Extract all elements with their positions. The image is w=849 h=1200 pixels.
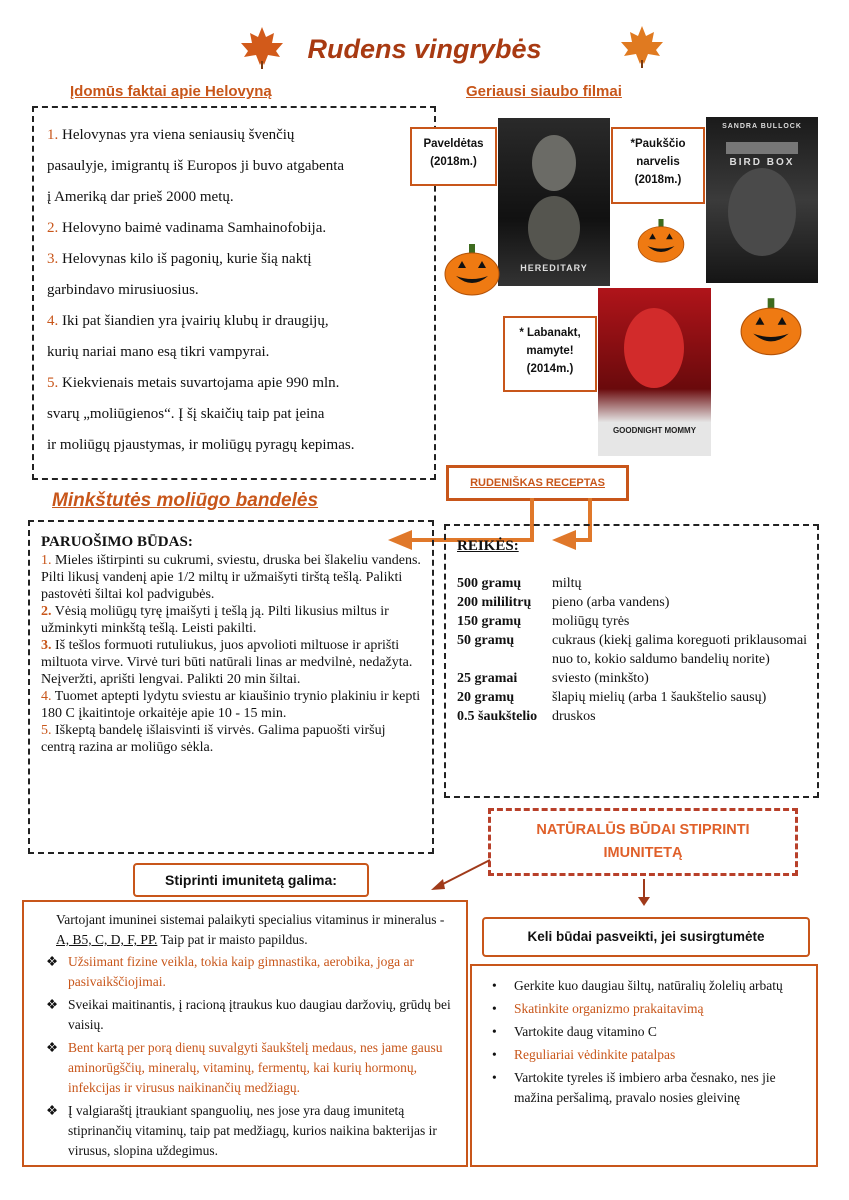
movie-title: Paveldėtas	[423, 138, 484, 150]
movie-title-line2: narvelis	[636, 156, 680, 168]
list-item	[46, 1101, 454, 1161]
ingredient-quantity: 25 gramai	[457, 671, 518, 686]
ingredient-quantity: 20 gramų	[457, 690, 515, 705]
list-item-text: Skatinkite organizmo prakaitavimą	[514, 1001, 704, 1016]
fact-line	[47, 430, 434, 461]
fact-number: 4.	[47, 313, 59, 329]
recipe-heading: Minkštutės moliūgo bandelės	[52, 490, 319, 511]
preparation-box	[28, 520, 434, 854]
ingredients-table	[457, 574, 817, 726]
fact-text: garbindavo mirusiuosius.	[47, 282, 199, 298]
step-text: Vėsią moliūgų tyrę įmaišyti į tešlą ją. Pilti likusius miltus ir užminkyti minkštą tešlą. Leisti pakilti.	[41, 604, 389, 636]
list-item-text: Reguliariai vėdinkite patalpas	[514, 1047, 676, 1062]
recipe-step	[41, 603, 422, 637]
list-item-text: Sveikai maitinantis, į racioną įtraukus kuo daugiau daržovių, grūdų bei vaisių.	[68, 997, 451, 1032]
list-item-text: Į valgiaraštį įtraukiant spanguolių, nes jose yra daug imunitetą stiprinančių vitaminų, taip pat medžiagų, kurios naikina bakterijas ir virusus, slopina uždegimus.	[68, 1103, 437, 1158]
pumpkin-icon	[637, 219, 685, 263]
step-text: Iš tešlos formuoti rutuliukus, juos apvolioti miltuose ir aprišti miltuota virve. Virvė turi būti natūrali linas ar medvilnė, nedažyta. Neįveržti, aprišti lengvai. Palikti 20 min šiltai.	[41, 638, 413, 687]
ingredient-row	[457, 688, 817, 707]
strengthen-intro	[46, 910, 454, 950]
poster-actor: SANDRA BULLOCK	[722, 123, 802, 130]
fact-text: Helovynas kilo iš pagonių, kurie šią naktį	[62, 251, 312, 267]
ingredient-quantity: 500 gramų	[457, 576, 522, 591]
arrow-down	[634, 877, 654, 907]
ingredient-row	[457, 707, 817, 726]
ingredient-item: pieno (arba vandens)	[552, 595, 670, 610]
ingredient-quantity: 0.5 šaukštelio	[457, 709, 538, 724]
bullet-icon: ❖	[46, 997, 59, 1012]
pumpkin-icon	[740, 298, 802, 356]
movie-title-line1: * Labanakt,	[519, 327, 581, 339]
fact-text: ir moliūgų pjaustymas, ir moliūgų pyragų kepimas.	[47, 437, 355, 453]
list-item	[492, 1068, 806, 1108]
ingredients-title: REIKĖS:	[457, 538, 519, 554]
facts-heading: Įdomūs faktai apie Helovyną	[70, 83, 272, 100]
ingredient-item: šlapių mielių (arba 1 šaukštelio sausų)	[552, 690, 767, 705]
list-item-text: Užsiimant fizine veikla, tokia kaip gimnastika, aerobika, joga ar pasivaikščiojimai.	[68, 954, 415, 989]
ingredient-item: miltų	[552, 576, 582, 591]
list-item	[46, 952, 454, 992]
recipe-step	[41, 722, 422, 756]
poster-title: BIRD BOX	[729, 157, 795, 168]
movie-year: (2018m.)	[634, 174, 682, 186]
bullet-icon: •	[492, 1070, 497, 1085]
step-number: 3.	[41, 638, 52, 653]
bullet-icon: •	[492, 1001, 497, 1016]
recipe-step	[41, 637, 422, 688]
bullet-icon: ❖	[46, 1040, 59, 1055]
list-item	[492, 999, 806, 1019]
fact-text: svarų „moliūgienos“. Į šį skaičių taip pat įeina	[47, 406, 325, 422]
list-item	[46, 1038, 454, 1098]
step-text: Tuomet aptepti lydytu sviestu ar kiaušinio trynio plakiniu ir kepti 180 C įkaitintoje orkaitėje apie 10 - 15 min.	[41, 689, 421, 721]
ingredient-row	[457, 669, 817, 688]
movie-title-line2: mamyte!	[526, 345, 574, 357]
ingredient-item: moliūgų tyrės	[552, 614, 630, 629]
fact-number: 1.	[47, 127, 59, 143]
strengthen-title: Stiprinti imunitetą galima:	[133, 863, 369, 897]
movie-label-goodnight-mommy	[503, 316, 597, 392]
intro-text-end: Taip pat ir maisto papildus.	[157, 932, 308, 947]
movie-label-bird-box	[611, 127, 705, 204]
ingredient-quantity: 50 gramų	[457, 633, 515, 648]
maple-leaf-icon	[618, 24, 666, 68]
strengthen-box	[22, 900, 468, 1167]
ingredient-item: druskos	[552, 709, 596, 724]
fact-line	[47, 306, 434, 337]
immunity-title: NATŪRALŪS BŪDAI STIPRINTI IMUNITETĄ	[536, 822, 750, 861]
bullet-icon: •	[492, 978, 497, 993]
intro-text: Vartojant imuninei sistemai palaikyti specialius vitaminus ir mineralus -	[56, 912, 445, 927]
immunity-title-box	[488, 808, 798, 876]
step-number: 4.	[41, 689, 52, 704]
facts-box	[32, 106, 436, 480]
bullet-icon: •	[492, 1024, 497, 1039]
fact-line	[47, 368, 434, 399]
preparation-title: PARUOŠIMO BŪDAS:	[41, 534, 193, 550]
list-item-text: Gerkite kuo daugiau šiltų, natūralių žolelių arbatų	[514, 978, 783, 993]
step-number: 1.	[41, 553, 52, 568]
ingredient-quantity: 150 gramų	[457, 614, 522, 629]
fact-line	[47, 120, 434, 151]
fact-line	[47, 337, 434, 368]
poster-title: GOODNIGHT MOMMY	[612, 426, 697, 435]
list-item	[492, 1045, 806, 1065]
arrow-left-down	[425, 855, 495, 895]
fact-number: 2.	[47, 220, 59, 236]
recipe-badge: RUDENIŠKAS RECEPTAS	[446, 465, 629, 501]
poster-face-image	[706, 117, 818, 283]
fact-text: Helovyno baimė vadinama Samhainofobija.	[62, 220, 327, 236]
list-item	[46, 995, 454, 1035]
step-number: 5.	[41, 723, 52, 738]
intro-vitamins: A, B5, C, D, F, PP.	[56, 932, 158, 947]
fact-text: Helovynas yra viena seniausių švenčių	[62, 127, 295, 143]
ingredients-box	[444, 524, 819, 798]
step-number: 2.	[41, 604, 52, 619]
fact-line	[47, 213, 434, 244]
ingredient-row	[457, 631, 817, 669]
poster-face-image	[498, 118, 610, 286]
recover-title: Keli būdai pasveikti, jei susirgtumėte	[482, 917, 810, 957]
fact-line	[47, 244, 434, 275]
fact-number: 5.	[47, 375, 59, 391]
recover-list	[492, 976, 806, 1108]
list-item-text: Vartokite daug vitamino C	[514, 1024, 657, 1039]
ingredient-row	[457, 574, 817, 593]
fact-text: pasaulyje, imigrantų iš Europos ji buvo atgabenta	[47, 158, 345, 174]
ingredient-item: sviesto (minkšto)	[552, 671, 649, 686]
pumpkin-icon	[444, 244, 500, 296]
fact-text: kurių nariai mano esą tikri vampyrai.	[47, 344, 270, 360]
fact-text: į Ameriką dar prieš 2000 metų.	[47, 189, 234, 205]
step-text: Mieles ištirpinti su cukrumi, sviestu, druska bei šlakeliu vandens. Pilti likusį vandenį apie 1/2 miltų ir užmaišyti tirštą tešlą. Palikti pastovėti šiltai kol padvigubės.	[41, 553, 421, 602]
fact-text: Kiekvienais metais suvartojama apie 990 mln.	[62, 375, 340, 391]
movie-title-line1: *Paukščio	[630, 138, 686, 150]
fact-line	[47, 275, 434, 306]
bullet-icon: •	[492, 1047, 497, 1062]
list-item	[492, 976, 806, 996]
movie-year: (2014m.)	[526, 363, 574, 375]
poster-goodnight-mommy[interactable]	[598, 288, 711, 456]
movie-year: (2018m.)	[430, 156, 477, 168]
fact-line	[47, 182, 434, 213]
bullet-icon: ❖	[46, 1103, 59, 1118]
recover-box	[470, 964, 818, 1167]
page-title: Rudens vingrybės	[307, 34, 542, 64]
fact-text: Iki pat šiandien yra įvairių klubų ir draugijų,	[62, 313, 329, 329]
strengthen-list	[46, 952, 454, 1161]
recipe-step	[41, 552, 422, 603]
ingredient-quantity: 200 mililitrų	[457, 595, 532, 610]
recipe-step	[41, 688, 422, 722]
list-item-text: Bent kartą per porą dienų suvalgyti šaukštelį medaus, nes jame gausu aminorūgščių, mineralų, vitaminų, fermentų, kai kurių hormonų, infekcijas ir virusus naikinančių medžiagų.	[68, 1040, 443, 1095]
bullet-icon: ❖	[46, 954, 59, 969]
poster-title: HEREDITARY	[520, 263, 588, 273]
ingredient-item: cukraus (kiekį galima koreguoti priklausomai nuo to, kokio saldumo bandelių norite)	[552, 633, 808, 667]
movies-heading: Geriausi siaubo filmai	[466, 83, 622, 100]
movie-label-hereditary	[410, 127, 497, 186]
ingredient-row	[457, 612, 817, 631]
list-item-text: Vartokite tyreles iš imbiero arba česnako, nes jie mažina peršalimą, pravalo nosies gleivinę	[514, 1070, 776, 1105]
poster-bird-box[interactable]	[706, 117, 818, 283]
fact-line	[47, 151, 434, 182]
fact-line	[47, 399, 434, 430]
poster-hereditary[interactable]	[498, 118, 610, 286]
ingredient-row	[457, 593, 817, 612]
step-text: Iškeptą bandelę išlaisvinti iš virvės. Galima papuošti viršuj centrą razina ar moliūgo sėkla.	[41, 723, 386, 755]
list-item	[492, 1022, 806, 1042]
fact-number: 3.	[47, 251, 59, 267]
